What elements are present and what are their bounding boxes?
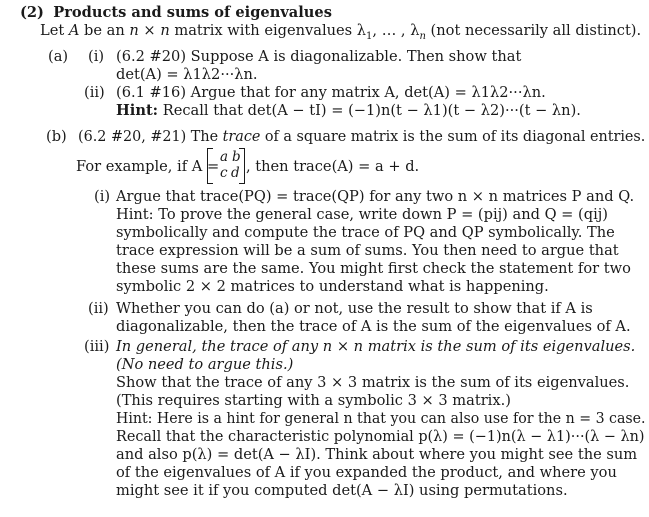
- matrix-left-bracket: [207, 148, 213, 184]
- part-b-i-line: symbolic 2 × 2 matrices to understand what is happening.: [116, 278, 549, 295]
- part-b-iii-line: (No need to argue this.): [116, 356, 294, 373]
- part-a-ii-hint: Hint: Recall that det(A − tI) = (−1)n(t − λ1)(t − λ2)···(t − λn).: [116, 102, 581, 119]
- part-a-i-line2: det(A) = λ1λ2···λn.: [116, 66, 258, 83]
- part-b-iii-line: of the eigenvalues of A if you expanded the product, and where you: [116, 464, 617, 481]
- matrix-entry-c: c: [220, 165, 228, 181]
- part-b-iii-line: In general, the trace of any n × n matrix is the sum of its eigenvalues.: [116, 338, 636, 355]
- part-b-i-line: symbolically and compute the trace of PQ and QP symbolically. The: [116, 224, 615, 241]
- example-matrix: [207, 148, 245, 184]
- part-b-i-line: Argue that trace(PQ) = trace(QP) for any two n × n matrices P and Q.: [116, 188, 635, 205]
- part-b-i-line: Hint: To prove the general case, write down P = (pij) and Q = (qij): [116, 206, 608, 223]
- part-b-ii-line: diagonalizable, then the trace of A is the sum of the eigenvalues of A.: [116, 318, 631, 335]
- part-a-label: (a): [48, 48, 69, 65]
- part-a-ii-line1: (6.1 #16) Argue that for any matrix A, det(A) = λ1λ2···λn.: [116, 84, 546, 101]
- trace-example-prefix: For example, if A =: [76, 158, 220, 175]
- part-a-i-label: (i): [88, 48, 105, 65]
- trace-example-suffix: , then trace(A) = a + d.: [246, 158, 420, 175]
- part-b-iii-line: might see it if you computed det(A − λI) using permutations.: [116, 482, 568, 499]
- part-b-intro: (6.2 #20, #21) The trace of a square matrix is the sum of its diagonal entries.: [78, 128, 646, 145]
- part-b-iii-line: and also p(λ) = det(A − λI). Think about where you might see the sum: [116, 446, 638, 463]
- section-heading: (2) Products and sums of eigenvalues: [20, 4, 332, 21]
- matrix-entry-a: a: [220, 149, 229, 165]
- matrix-entry-d: d: [231, 165, 240, 181]
- section-intro: Let A be an n × n matrix with eigenvalues $\lambda_1$, … , $\lambda_n$ (not necessarily all distinct).: [40, 22, 642, 42]
- part-b-iii-line: Hint: Here is a hint for general n that you can also use for the n = 3 case.: [116, 410, 646, 427]
- part-b-i-label: (i): [94, 188, 111, 205]
- part-b-iii-line: Recall that the characteristic polynomial p(λ) = (−1)n(λ − λ1)···(λ − λn): [116, 428, 645, 445]
- part-b-i-line: these sums are the same. You might first check the statement for two: [116, 260, 631, 277]
- part-b-ii-label: (ii): [88, 300, 109, 317]
- part-b-iii-line: (This requires starting with a symbolic 3 × 3 matrix.): [116, 392, 511, 409]
- part-b-iii-line: Show that the trace of any 3 × 3 matrix is the sum of its eigenvalues.: [116, 374, 630, 391]
- part-b-ii-line: Whether you can do (a) or not, use the result to show that if A is: [116, 300, 593, 317]
- part-b-label: (b): [46, 128, 67, 145]
- part-a-ii-label: (ii): [84, 84, 105, 101]
- part-b-i-line: trace expression will be a sum of sums. You then need to argue that: [116, 242, 619, 259]
- matrix-entry-b: b: [232, 149, 241, 165]
- part-a-i-line1: (6.2 #20) Suppose A is diagonalizable. Then show that: [116, 48, 522, 65]
- part-b-iii-label: (iii): [84, 338, 110, 355]
